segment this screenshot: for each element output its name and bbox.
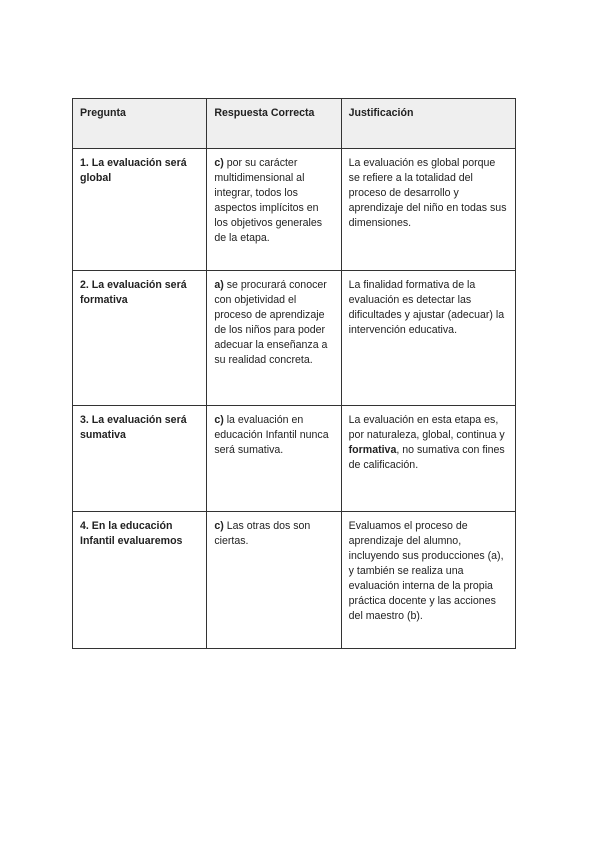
answer-cell: [207, 512, 341, 649]
table-header-row: [73, 99, 516, 149]
question-cell: [73, 406, 207, 512]
answer-option: c): [214, 414, 224, 426]
question-text: 2. La evaluación será formativa: [80, 279, 187, 306]
justification-cell: [341, 271, 515, 406]
question-text: 4. En la educación Infantil evaluaremos: [80, 520, 183, 547]
table-row: [73, 512, 516, 649]
answer-cell: [207, 406, 341, 512]
question-cell: [73, 149, 207, 271]
table-row: [73, 149, 516, 271]
justification-cell: [341, 149, 515, 271]
question-cell: [73, 271, 207, 406]
question-cell: [73, 512, 207, 649]
header-justificacion: Justificación: [341, 99, 515, 149]
question-text: 3. La evaluación será sumativa: [80, 414, 187, 441]
justification-cell: [341, 406, 515, 512]
justification-text-post: , no sumativa con fines de calificación.: [348, 444, 505, 471]
answer-text: por su carácter multidimensional al integrar, todos los aspectos implícitos en los objetivos generales de la etapa.: [214, 157, 323, 244]
answer-text: la evaluación en educación Infantil nunca será sumativa.: [214, 414, 329, 456]
answer-text: se procurará conocer con objetividad el proceso de aprendizaje de los niños para poder adecuar la enseñanza a su realidad concreta.: [214, 279, 328, 366]
justification-cell: [341, 512, 515, 649]
answer-cell: [207, 149, 341, 271]
answer-option: c): [214, 157, 224, 169]
answer-option: a): [214, 279, 224, 291]
header-pregunta: Pregunta: [73, 99, 207, 149]
answers-table: [72, 98, 516, 649]
answer-cell: [207, 271, 341, 406]
question-text: 1. La evaluación será global: [80, 157, 187, 184]
header-respuesta-correcta: Respuesta Correcta: [207, 99, 341, 149]
table-row: [73, 406, 516, 512]
table-row: [73, 271, 516, 406]
justification-text: La evaluación es global porque se refiere a la totalidad del proceso de desarrollo y aprendizaje del niño en todas sus dimensiones.: [348, 157, 507, 229]
justification-bold-term: formativa: [348, 444, 397, 456]
justification-text-pre: La evaluación en esta etapa es, por naturaleza, global, continua y: [348, 414, 505, 441]
justification-text: Evaluamos el proceso de aprendizaje del alumno, incluyendo sus producciones (a), y también se realiza una evaluación interna de la propia práctica docente y las acciones del maestro (b).: [348, 520, 504, 622]
answer-option: c): [214, 520, 224, 532]
answer-text: Las otras dos son ciertas.: [214, 520, 311, 547]
justification-text: La finalidad formativa de la evaluación es detectar las dificultades y ajustar (adecuar) la intervención educativa.: [348, 279, 505, 336]
